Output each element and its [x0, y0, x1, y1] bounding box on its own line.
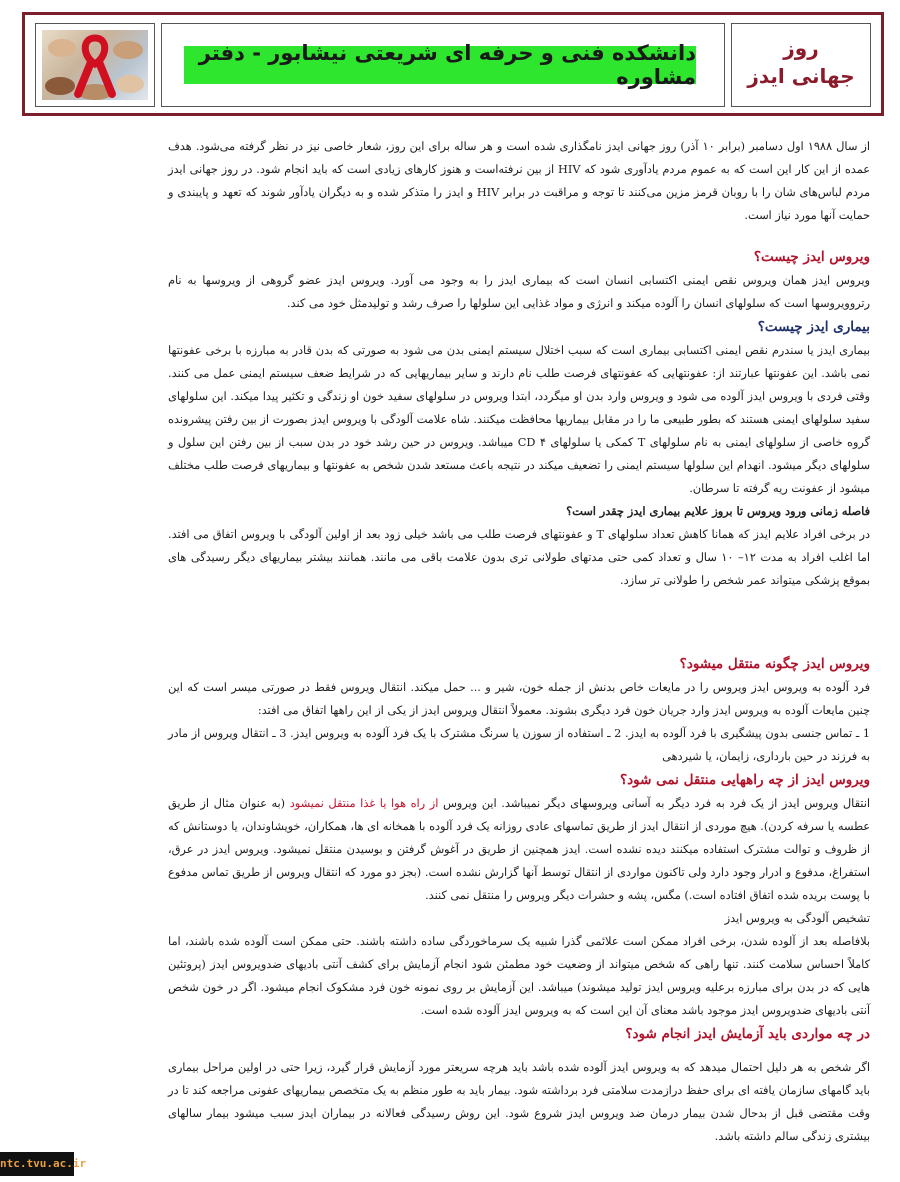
day-line-1: روز	[783, 36, 819, 60]
virus-paragraph: ویروس ایدز همان ویروس نقص ایمنی اکتسابی انسان است که بیماری ایدز را به وجود می آورد. ویروس ایدز عضو گروهی از ویروسها به نام رتروویروسها است که سلولهای انسان را آلوده میکند و انرژی و مواد غذایی این سلولها را صرف رشد و تولیدمثل خود می کند.	[168, 274, 870, 310]
world-aids-day-label	[732, 34, 870, 90]
world-aids-day-box	[731, 23, 871, 107]
non-transmission-text-a: انتقال ویروس ایدز از یک فرد به فرد دیگر به آسانی ویروسهای دیگر نمیباشد. این ویروس	[438, 797, 870, 810]
interval-question: فاصله زمانی ورود ویروس تا بروز علایم بیماری ایدز چقدر است؟	[566, 504, 870, 518]
interval-paragraph: در برخی افراد علایم ایدز که همانا کاهش تعداد سلولهای T و عفونتهای فرصت طلب می باشد خیلی زود بعد از اولین آلودگی با ویروس اتفاق می افتد. اما اغلب افراد به مدت ۱۲– ۱۰ سال و تعداد کمی حتی مدتهای طولانی تری بدون علامت باقی می مانند. همانند بیشتر بیماریهای دیگر رسیدگی های بموقع پزشکی میتواند عمر شخص را طولانی تر سازد.	[168, 528, 870, 587]
title-box	[161, 23, 725, 107]
header-frame	[22, 12, 884, 116]
non-transmission-highlight: از راه هوا یا غذا منتقل نمیشود	[289, 797, 439, 810]
page-title: دانشکده فنی و حرفه ای شریعتی نیشابور - دفتر مشاوره	[184, 46, 696, 84]
transmission-ways: 1 ـ تماس جنسی بدون پیشگیری با فرد آلوده به ایدز. 2 ـ استفاده از سوزن یا سرنگ مشترک با یک فرد آلوده به ویروس ایدز. 3 ـ انتقال ویروس از مادر به فرزند در حین بارداری، زایمان، یا شیردهی	[168, 727, 870, 763]
non-transmission-text-b: (به عنوان مثال از طریق عطسه یا سرفه کردن). هیچ موردی از انتقال ایدز از طریق تماسهای عادی روزانه یک فرد آلوده با همخانه ای ها، همکاران، خویشاوندان، یا دوستانش که از ظروف و توالت مشترک استفاده میکنند دیده نشده است. ایدز همچنین از طریق در آغوش گرفتن و بوسیدن منتقل نمیشود. ویروس ایدز در عرق، استفراغ، مدفوع و ادرار وجود دارد ولی تاکنون مواردی از انتقال توسط آنها گزارش نشده است. (بجز دو مورد که انتقال ویروس از طریق تماس مدفوع با پوست بریده شده اتفاق افتاده است.) مگس، پشه و حشرات دیگر ویروس را منتقل نمی کنند.	[168, 797, 870, 902]
non-transmission-heading: ویروس ایدز از چه راههایی منتقل نمی شود؟	[619, 772, 870, 788]
site-url-tag[interactable]: ntc.tvu.ac.ir	[0, 1152, 74, 1176]
red-ribbon-hands-image	[42, 30, 148, 100]
disease-paragraph: بیماری ایدز یا سندرم نقص ایمنی اکتسابی بیماری است که سبب اختلال سیستم ایمنی بدن می شود به صورتی که بدن قادر به مبارزه با برخی عفونتها نمی باشد. این عفونتها عبارتند از: عفونتهایی که عفونتهای فرصت طلب نام دارند و سایر بیماریهایی که در شرایط ضعف سیستم ایمنی عمل می کنند. وقتی فردی با ویروس ایدز آلوده می شود و ویروس وارد بدن او میگردد، ابتدا ویروس در سلولهای سفید خون او زندگی و تکثیر پیدا میکند. این سلولهای سفید سلولهای ایمنی هستند که بطور طبیعی ما را در مقابل بیماریها محافظت میکنند. شاه علامت آلودگی با ویروس ایدز بصورت از بین رفتن پیشرونده گروه خاصی از سلولهای ایمنی به نام سلولهای T کمکی یا سلولهای CD ۴ میباشد. ویروس در حین رشد خود در بدن سبب از بین رفتن این سلول و سلولهای دیگر میشود. انهدام این سلولها سیستم ایمنی را تضعیف میکند در نتیجه باعث مستعد شدن شخص به عفونتها و بیماریهای فرصت طلب مختلف میشود از عفونت ریه گرفته تا سرطان.	[168, 344, 870, 495]
article-body	[168, 135, 870, 1148]
transmission-heading: ویروس ایدز چگونه منتقل میشود؟	[679, 656, 870, 672]
testing-heading: در چه مواردی باید آزمایش ایدز انجام شود؟	[625, 1026, 870, 1042]
logo-box	[35, 23, 155, 107]
non-transmission-paragraph	[168, 792, 870, 907]
virus-heading: ویروس ایدز چیست؟	[753, 249, 870, 265]
transmission-paragraph: فرد آلوده به ویروس ایدز ویروس را در مایعات خاص بدنش از جمله خون، شیر و ... حمل میکند. انتقال ویروس فقط در صورتی میسر است که این چنین مایعات آلوده به ویروس ایدز وارد جریان خون فرد دیگری بشوند. معمولاً انتقال ویروس ایدز از یکی از این راهها اتفاق می افتد:	[168, 681, 870, 717]
diagnosis-heading: تشخیص آلودگی به ویروس ایدز	[724, 912, 870, 925]
diagnosis-paragraph: بلافاصله بعد از آلوده شدن، برخی افراد ممکن است علائمی گذرا شبیه یک سرماخوردگی ساده داشته باشند. حتی ممکن است آلوده شده باشند، اما کاملاً احساس سلامت کنند. تنها راهی که شخص میتواند از وضعیت خود مطمئن شود انجام آزمایش برای کشف آنتی بادیهای ضدویروس ایدز (پروتئین هایی که در بدن برای مبارزه برعلیه ویروس ایدز تولید میشوند) میباشد. این آزمایش بر روی نمونه خون فرد مشکوک انجام میشود. اگر در خون شخص آنتی بادیهای ضدویروس ایدز موجود باشد معنای آن این است که به ویروس ایدز آلوده شده است.	[168, 935, 870, 1017]
disease-heading: بیماری ایدز چیست؟	[757, 319, 870, 335]
day-line-2: جهانی ایدز	[747, 64, 855, 88]
intro-paragraph: از سال ۱۹۸۸ اول دسامبر (برابر ۱۰ آذر) روز جهانی ایدز نامگذاری شده است و هر ساله برای این روز، شعار خاصی نیز در نظر گرفته می‌شود. هدف عمده از این کار این است که به عموم مردم یادآوری شود که HIV از بین نرفته‌است و هنوز کارهای زیادی است که باید انجام شود. در روز جهانی ایدز مردم لباس‌های شان را با روبان قرمز مزین می‌کنند تا توجه و مراقبت در برابر HIV و ایدز را متذکر شده و به دیگران یادآور شوند که تعهد و پایبندی و حمایت آنها مورد نیاز است.	[168, 140, 871, 222]
testing-paragraph: اگر شخص به هر دلیل احتمال میدهد که به ویروس ایدز آلوده شده باشد باید هرچه سریعتر مورد آزمایش قرار گیرد، زیرا حتی در اولین مراحل بیماری باید گامهای سازمان یافته ای برای حفظ درازمدت سلامتی فرد برداشته شود. بیمار باید به طور منظم به یک متخصص بیماریهای عفونی مراجعه کند تا در وقت مقتضی قبل از بدحال شدن بیمار درمان ضد ویروس ایدز شروع شود. این روش رسیدگی فعالانه در بیماران ایدز سبب میشود بیمار سالهای بیشتری زندگی سالم داشته باشد.	[168, 1061, 870, 1143]
red-ribbon-icon	[42, 30, 148, 100]
